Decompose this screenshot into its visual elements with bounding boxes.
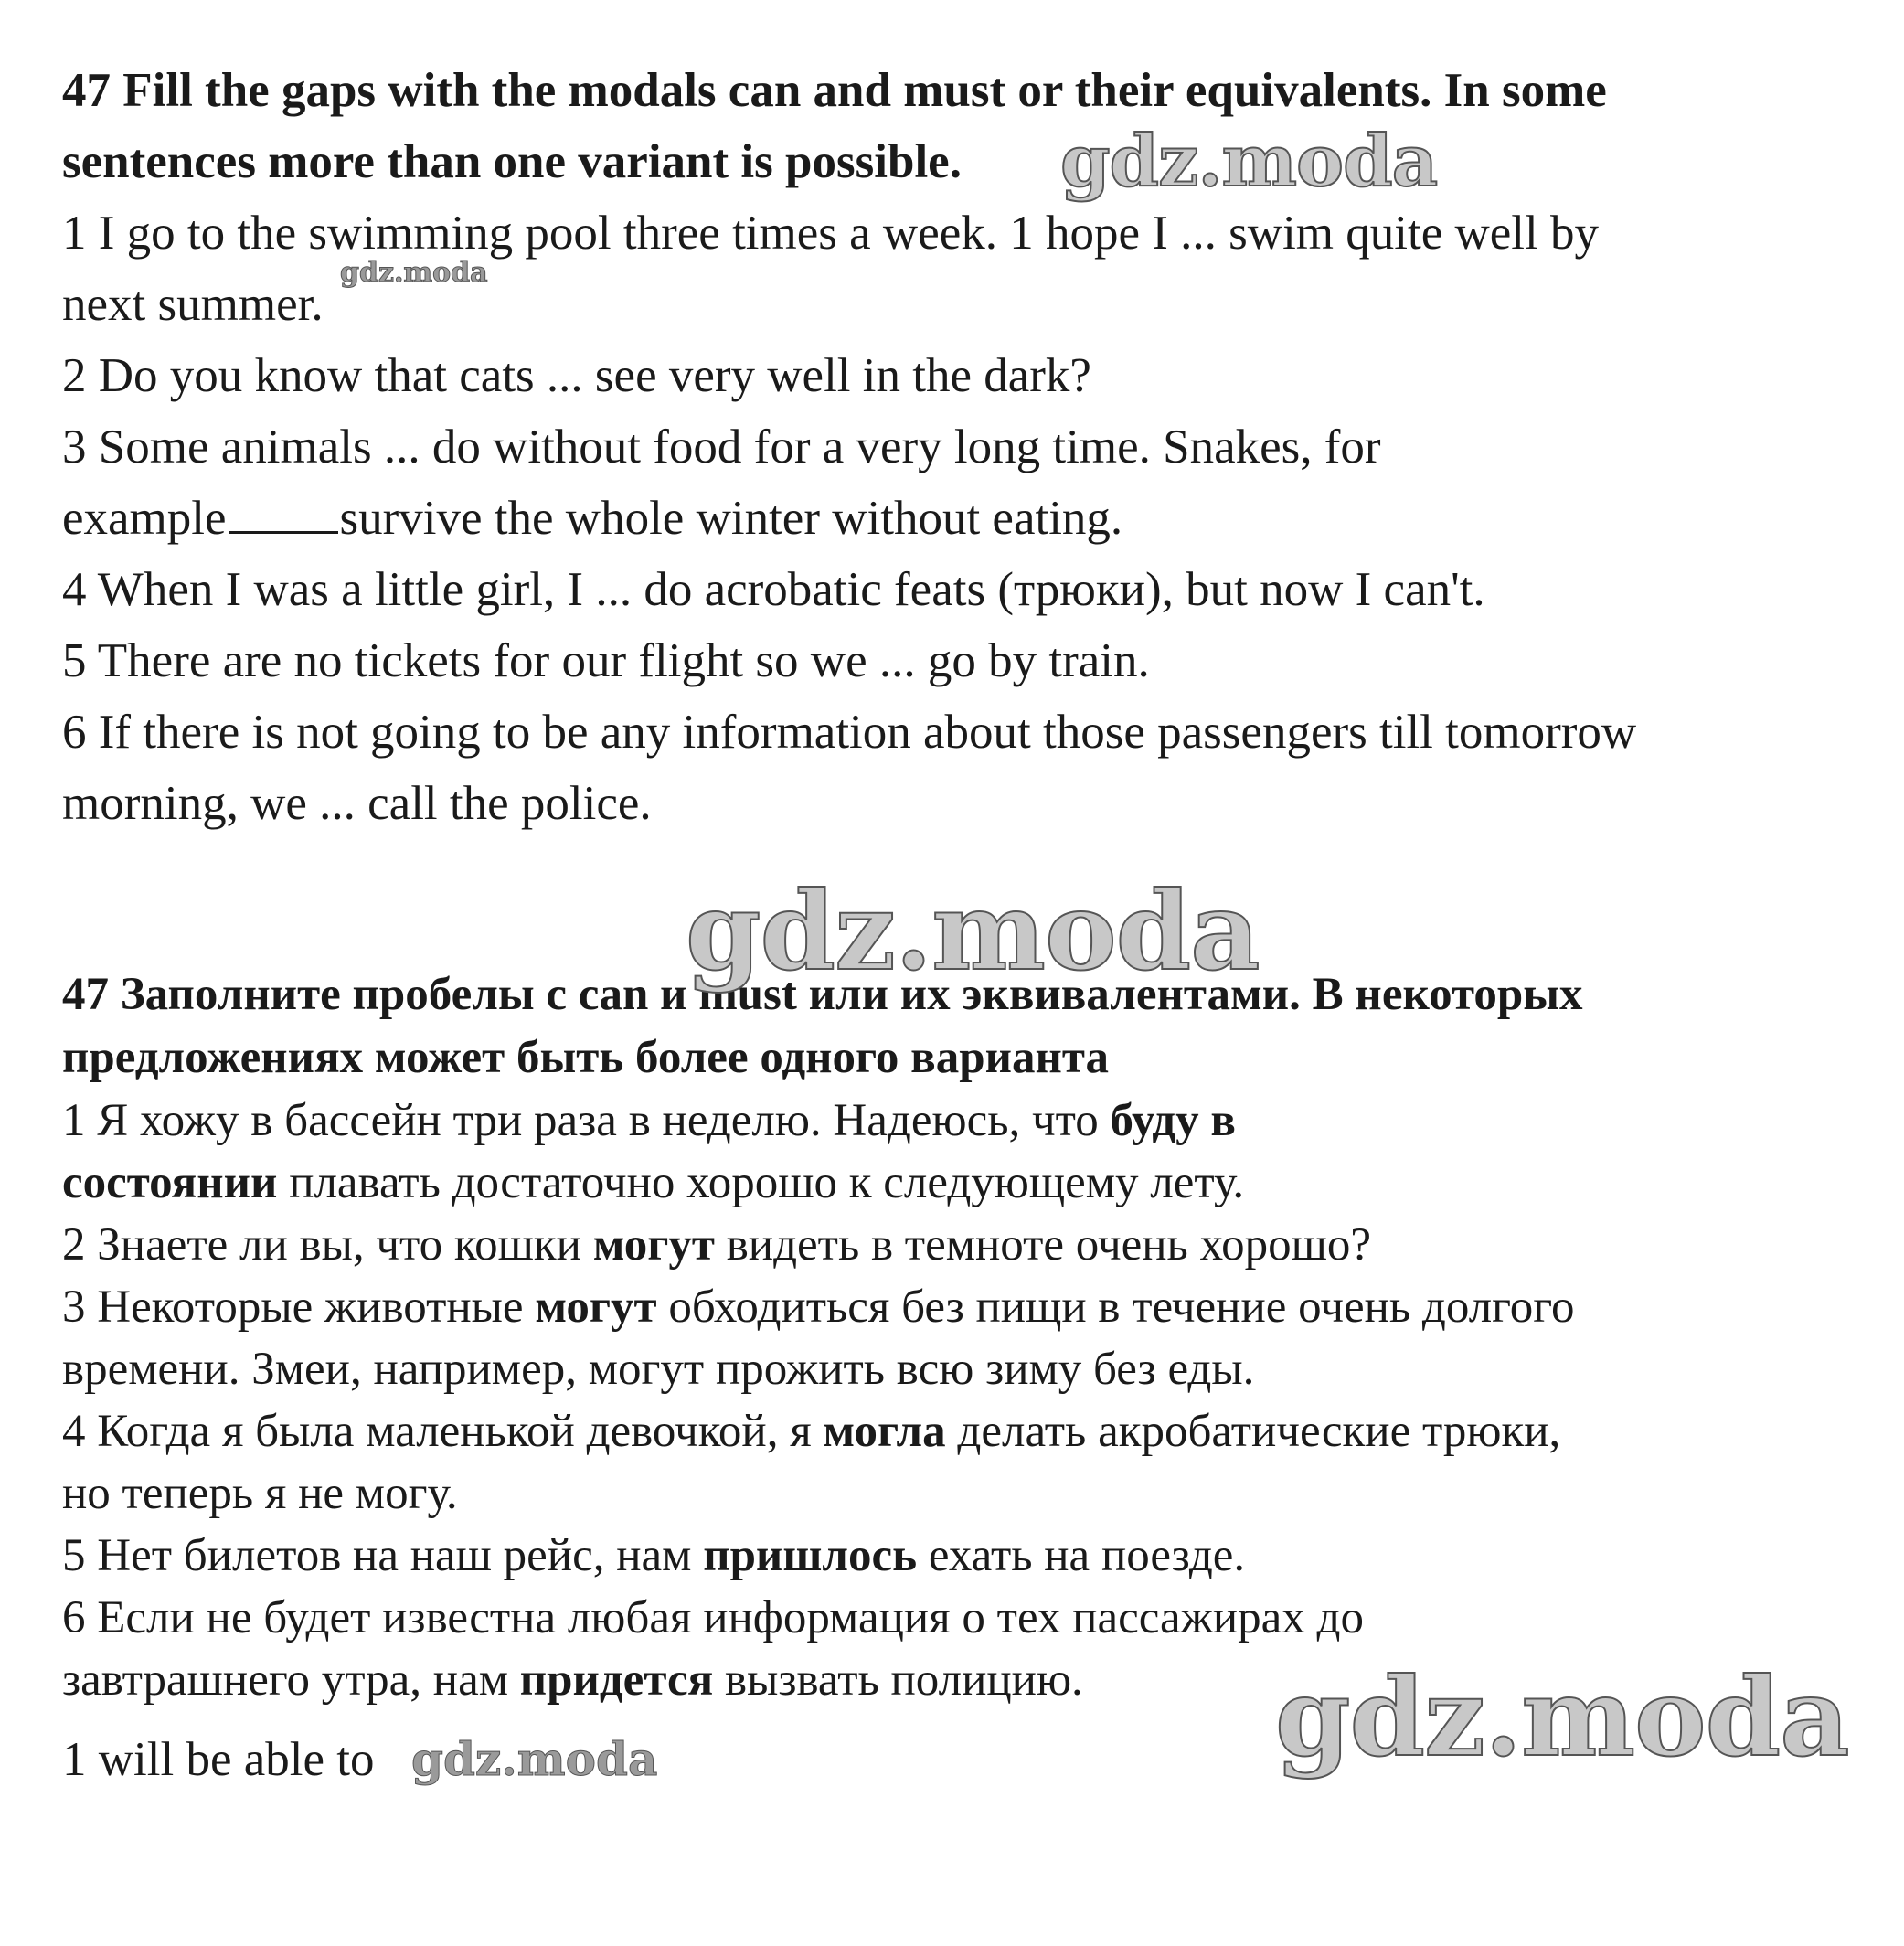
answer-highlight: состоянии [62,1157,278,1208]
watermark-logo: gdz.moda [1060,120,1438,203]
answer-highlight: пришлось [703,1530,918,1581]
sentence-en-3b-rest: survive the whole winter without eating. [339,492,1123,545]
exercise-heading-ru-1: 47 Заполните пробелы с can и must или их эквивалентами. В некоторых [62,969,1583,1020]
answer-highlight: могут [535,1281,657,1333]
sentence-ru-3b: времени. Змеи, например, могут прожить всю зиму без еды. [62,1344,1255,1395]
sentence-en-4: 4 When I was a little girl, I ... do acrobatic feats (трюки), but now I can't. [62,563,1485,616]
sentence-en-1a: 1 I go to the swimming pool three times a week. 1 hope I ... swim quite well by [62,207,1599,260]
sentence-en-5: 5 There are no tickets for our flight so we ... go by train. [62,634,1150,687]
watermark-logo: gdz.moda [686,867,1260,994]
watermark-logo: gdz.moda [340,257,488,289]
exercise-heading-ru-2: предложениях может быть более одного варианта [62,1032,1110,1083]
sentence-ru-1a: 1 Я хожу в бассейн три раза в неделю. Надеюсь, что буду в [62,1095,1236,1146]
sentence-en-6b: morning, we ... call the police. [62,777,652,830]
sentence-ru-6a: 6 Если не будет известна любая информация о тех пассажирах до [62,1592,1364,1643]
example-word: example [62,492,227,545]
sentence-ru-3a: 3 Некоторые животные могут обходиться без пищи в течение очень долгого [62,1281,1575,1333]
answer-highlight: придется [519,1654,714,1706]
sentence-en-3b [62,483,1845,554]
gap-underline [229,531,338,534]
sentence-ru-5: 5 Нет билетов на наш рейс, нам пришлось ехать на поезде. [62,1530,1246,1581]
watermark-logo: gdz.moda [411,1732,658,1786]
answer-highlight: могут [592,1219,715,1271]
sentence-en-3a: 3 Some animals ... do without food for a very long time. Snakes, for [62,420,1381,473]
sentence-ru-6b: завтрашнего утра, нам придется вызвать полицию. [62,1654,1083,1706]
answer-highlight: могла [823,1406,946,1457]
sentence-en-2: 2 Do you know that cats ... see very well in the dark? [62,349,1091,402]
sentence-ru-4a: 4 Когда я была маленькой девочкой, я могла делать акробатические трюки, [62,1406,1561,1457]
exercise-heading-en-2: sentences more than one variant is possible. [62,135,962,188]
answer-text: 1 will be able to [62,1733,375,1786]
sentence-en-1b: next summer. [62,278,324,331]
watermark-logo: gdz.moda [1275,1654,1849,1781]
exercise-heading-en-1: 47 Fill the gaps with the modals can and must or their equivalents. In some [62,64,1607,117]
answer-highlight: буду в [1110,1095,1236,1146]
sentence-ru-4b: но теперь я не могу. [62,1468,458,1519]
sentence-ru-2: 2 Знаете ли вы, что кошки могут видеть в темноте очень хорошо? [62,1219,1372,1271]
sentence-ru-1b: состоянии плавать достаточно хорошо к следующему лету. [62,1157,1245,1208]
sentence-en-6a: 6 If there is not going to be any information about those passengers till tomorrow [62,706,1637,759]
